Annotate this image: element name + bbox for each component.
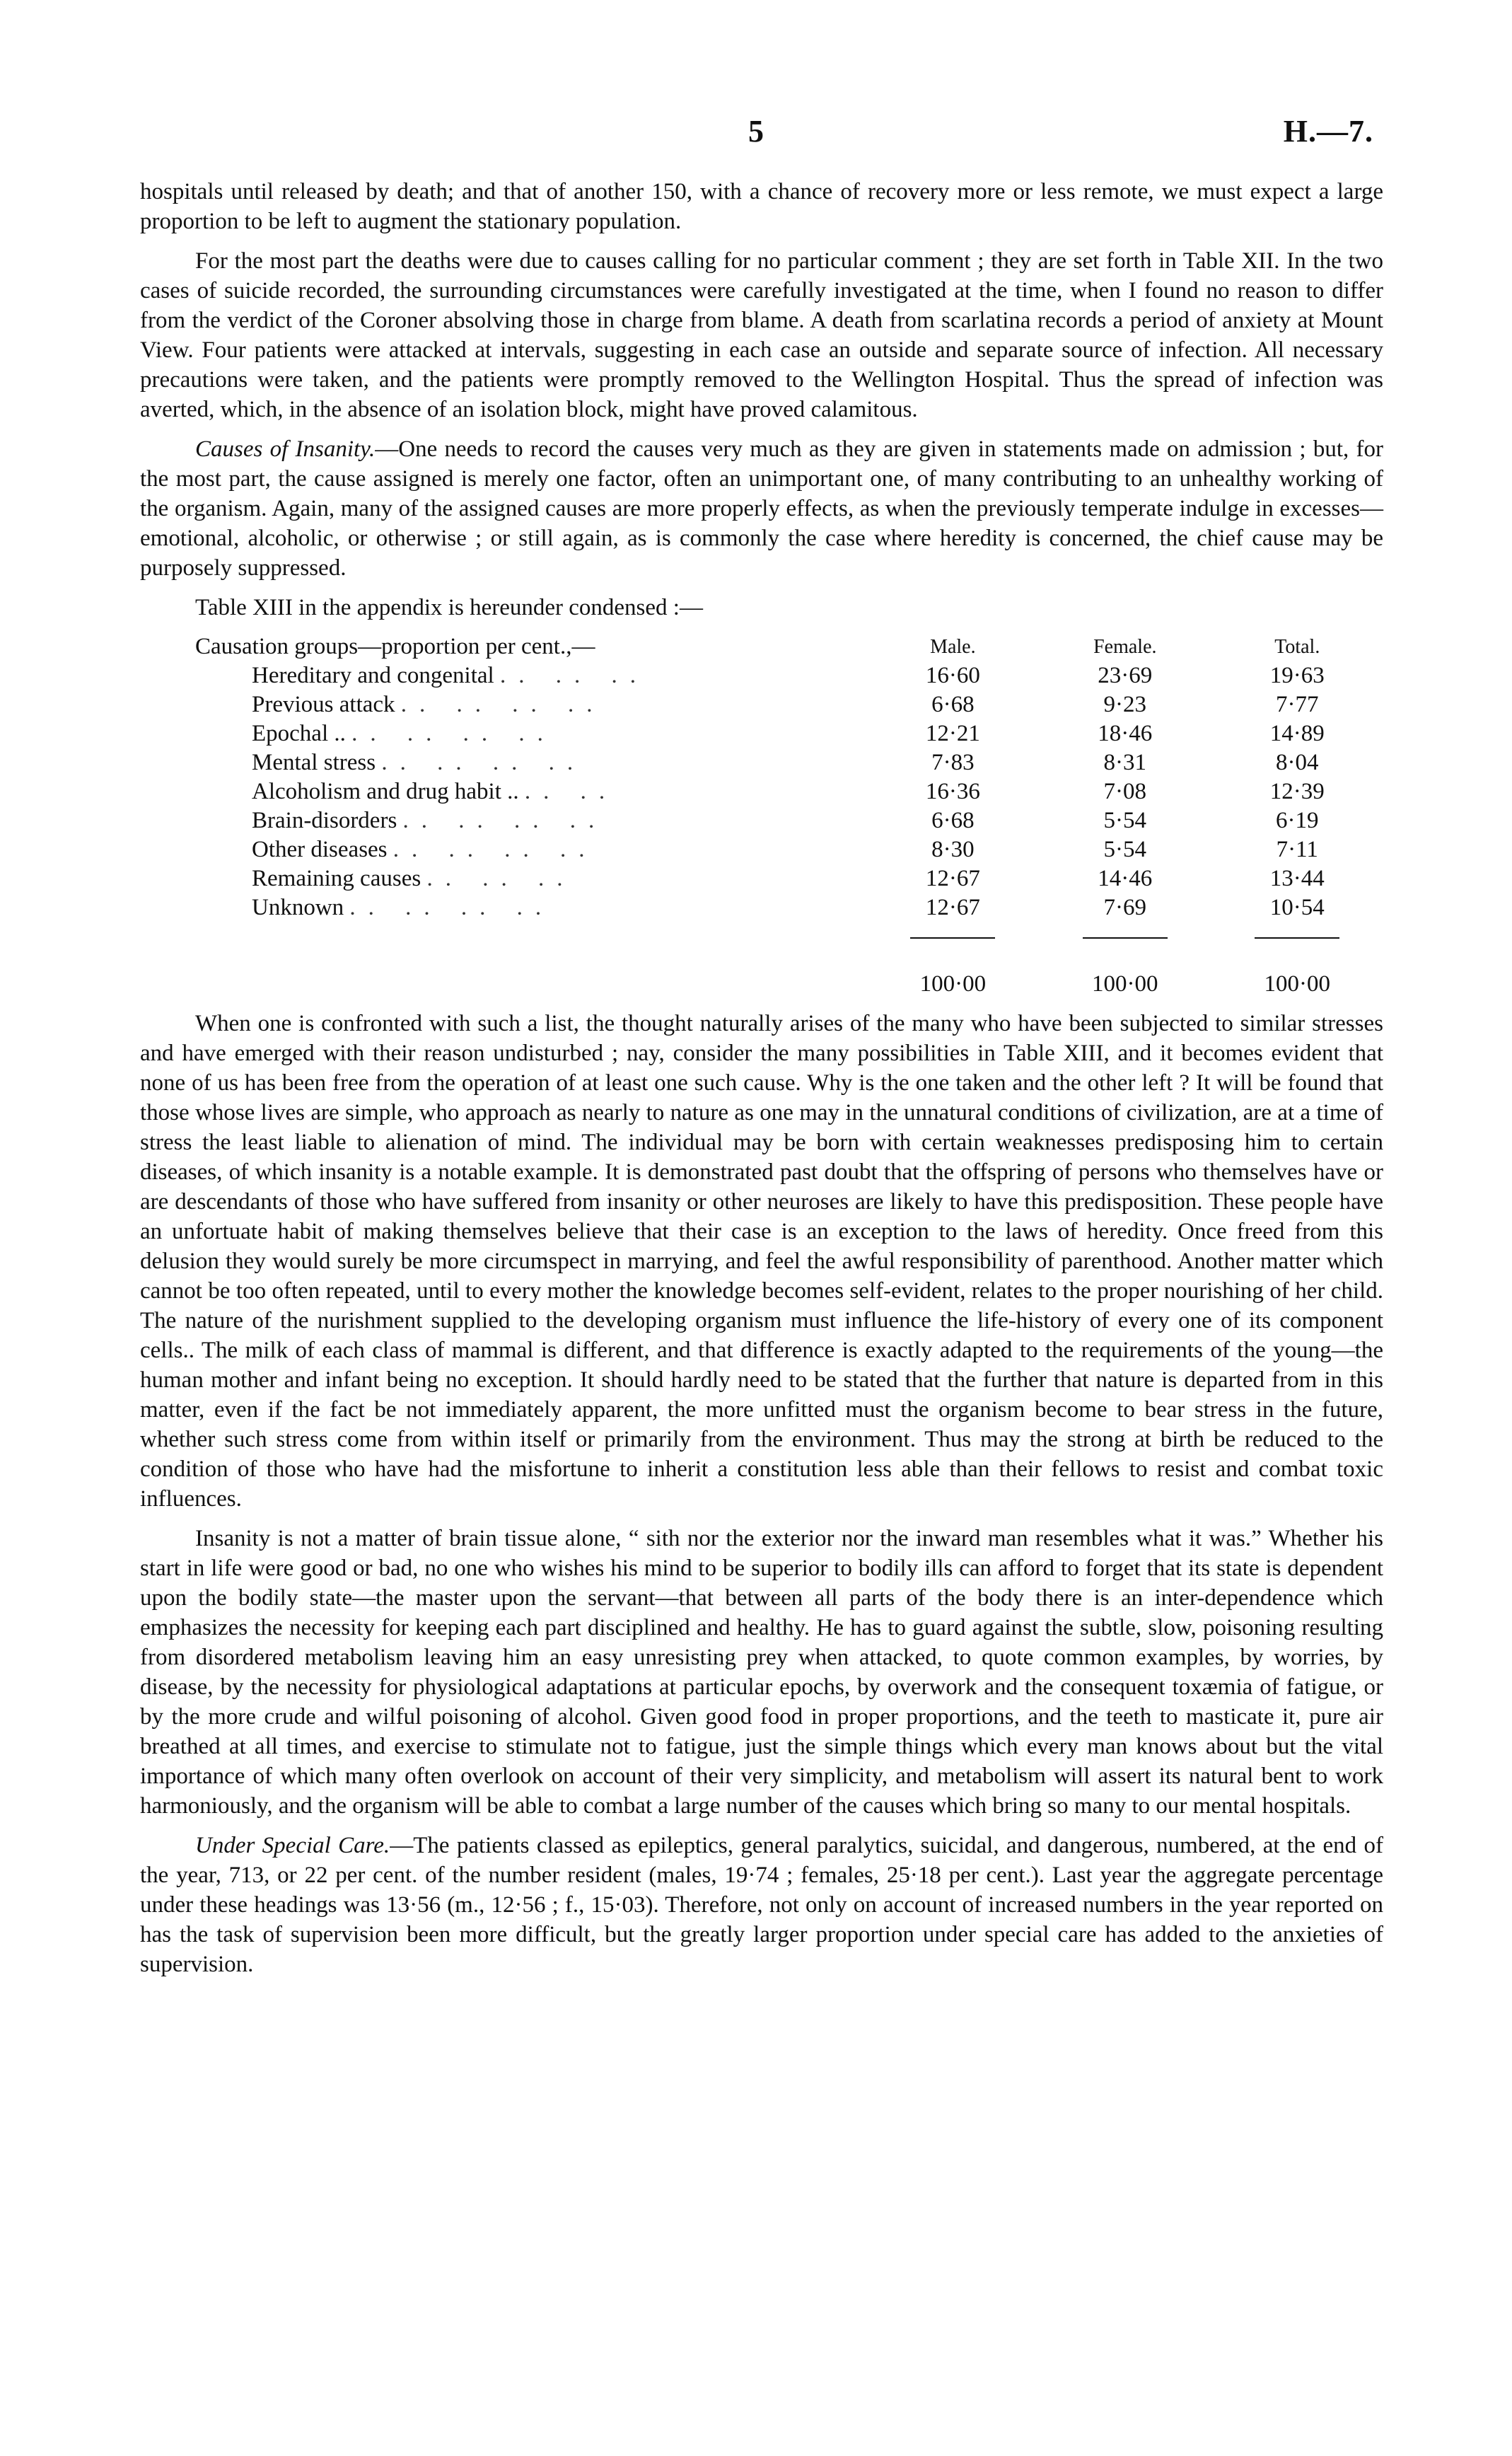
cell-male: 12·21 bbox=[925, 721, 980, 746]
cell-female: 5·54 bbox=[1103, 837, 1147, 862]
cell-female: 14·46 bbox=[1098, 866, 1153, 891]
leader-dots: .. .. .. bbox=[426, 866, 576, 891]
table-row bbox=[195, 806, 1383, 835]
cell-female: 7·69 bbox=[1103, 895, 1147, 920]
row-label: Other diseases bbox=[252, 837, 388, 862]
paragraph-heredity: When one is confronted with such a list, the thought naturally arises of the many who have been subjected to similar stresses and have emerged with their reason undisturbed ; nay, consider the many possibilities in Table XIII, and it becomes evident that none of us has been free from the operation of at least one such cause. Why is the one taken and the other left ? It will be found that those whose lives are simple, who approach as nearly to nature as one may in the unnatural conditions of civilization, are at a time of stress the least liable to alienation of mind. The individual may be born with certain weaknesses predisposing him to certain diseases, of which insanity is a notable example. It is demonstrated past doubt that the offspring of persons who themselves have or are descendants of those who have suffered from insanity or other neuroses are likely to have this predisposition. These people have an unfortuate habit of making themselves believe that their case is an exception to the laws of heredity. Once freed from this delusion they would surely be more circumspect in marrying, and feel the awful responsibility of parenthood. Another matter which cannot be too often repeated, until to every mother the knowledge becomes self-evident, relates to the proper nourishing of her child. The nature of the nurishment supplied to the developing organism must influence the life-history of every one of its component cells.. The milk of each class of mammal is different, and that difference is exactly adapted to the requirements of the young—the human mother and infant being no exception. It should hardly need to be stated that the further that nature is departed from in this matter, even if the fact be not immediately apparent, the more unfitted must the organism become to bear stress in the future, whether such stress come from within itself or primarily from the environment. Thus may the strong at birth be reduced to the condition of those who have had the misfortune to inherit a constitution less able than their fellows to resist and combat toxic influences. bbox=[140, 1011, 1383, 1512]
row-label: Unknown bbox=[252, 895, 344, 920]
leader-dots: .. .. .. .. bbox=[402, 808, 607, 833]
total-female: 100·00 bbox=[1092, 971, 1158, 997]
cell-female: 18·46 bbox=[1098, 721, 1153, 746]
cell-total: 14·89 bbox=[1269, 721, 1325, 746]
table-row bbox=[195, 748, 1383, 777]
cell-male: 16·60 bbox=[925, 663, 980, 688]
cell-female: 9·23 bbox=[1103, 692, 1147, 717]
column-header-male: Male. bbox=[930, 636, 976, 658]
cell-female: 23·69 bbox=[1098, 663, 1153, 688]
section-heading-special-care: Under Special Care. bbox=[195, 1833, 390, 1858]
cell-total: 7·11 bbox=[1276, 837, 1318, 862]
row-label: Mental stress bbox=[252, 750, 376, 775]
column-header-female: Female. bbox=[1093, 636, 1157, 658]
cell-female: 5·54 bbox=[1103, 808, 1147, 833]
paragraph-continuation: hospitals until released by death; and that of another 150, with a chance of recovery more or less remote, we must expect a large proportion to be left to augment the stationary population. bbox=[140, 179, 1383, 234]
total-total: 100·00 bbox=[1264, 971, 1331, 997]
page-body bbox=[140, 177, 1383, 1989]
table-row bbox=[195, 893, 1383, 922]
leader-dots: .. .. .. .. bbox=[400, 692, 605, 717]
paragraph-brain-tissue: Insanity is not a matter of brain tissue alone, “ sith nor the exterior nor the inward man resembles what it was.” Whether his start in life were good or bad, no one who wishes his mind to be superior to bodily ills can afford to forget that its state is dependent upon the bodily state—the master upon the servant—that between all parts of the body there is an inter-dependence which emphasizes the necessity for keeping each part disciplined and healthy. He has to guard against the subtle, slow, poisoning resulting from disordered metabolism leaving him an easy unresisting prey when attacked, to quote common examples, by worries, by disease, by the necessity for physiological adaptations at particular epochs, by overwork and the consequent toxæmia of fatigue, or by the more crude and wilful poisoning of alcohol. Given good food in proper proportions, and the teeth to masticate it, pure air breathed at all times, and exercise to stimulate not to fatigue, just the simple things which every man knows about but the vital importance of which many often overlook on account of their very simplicity, and metabolism will assert its natural bent to work harmoniously, and the organism will be able to combat a large number of the causes which bring so many to our mental hospitals. bbox=[140, 1526, 1383, 1819]
total-male: 100·00 bbox=[919, 971, 987, 997]
table-row bbox=[195, 661, 1383, 690]
table-header-row bbox=[195, 632, 1383, 661]
row-label: Alcoholism and drug habit .. bbox=[252, 779, 519, 804]
paragraph-special-care bbox=[140, 1831, 1383, 1979]
cell-male: 6·68 bbox=[931, 692, 975, 717]
total-rule bbox=[910, 937, 995, 939]
total-rule bbox=[1255, 937, 1339, 939]
cell-total: 10·54 bbox=[1269, 895, 1325, 920]
row-label: Hereditary and congenital bbox=[252, 663, 494, 688]
section-heading-causes-of-insanity: Causes of Insanity. bbox=[195, 436, 376, 462]
page-header bbox=[0, 113, 1512, 156]
cell-male: 7·83 bbox=[931, 750, 975, 775]
leader-dots: .. .. .. .. bbox=[392, 837, 598, 862]
table-total-row bbox=[195, 951, 1383, 999]
cell-male: 16·36 bbox=[925, 779, 980, 804]
table-row bbox=[195, 690, 1383, 719]
cell-female: 7·08 bbox=[1103, 779, 1147, 804]
cell-male: 12·67 bbox=[925, 866, 980, 891]
cell-total: 7·77 bbox=[1276, 692, 1319, 717]
cell-total: 19·63 bbox=[1269, 663, 1325, 688]
row-label: Brain-disorders bbox=[252, 808, 397, 833]
leader-dots: .. .. .. bbox=[499, 663, 649, 688]
leader-dots: .. .. bbox=[524, 779, 618, 804]
table-row bbox=[195, 777, 1383, 806]
table-row bbox=[195, 835, 1383, 864]
table-row bbox=[195, 719, 1383, 748]
row-label: Remaining causes bbox=[252, 866, 421, 891]
paragraph-deaths: For the most part the deaths were due to causes calling for no particular comment ; they are set forth in Table XII. In the two cases of suicide recorded, the surrounding circumstances were carefully investigated at the time, when I found no reason to differ from the verdict of the Coroner absolving those in charge from blame. A death from scarlatina records a period of anxiety at Mount View. Four patients were attacked at intervals, suggesting in each case an outside and separate source of infection. All necessary precautions were taken, and the patients were promptly removed to the Wellington Hospital. Thus the spread of infection was averted, which, in the absence of an isolation block, might have proved calamitous. bbox=[140, 248, 1383, 422]
cell-total: 8·04 bbox=[1276, 750, 1319, 775]
cell-male: 6·68 bbox=[931, 808, 975, 833]
row-label: Previous attack bbox=[252, 692, 395, 717]
paragraph-special-care-text: —The patients classed as epileptics, general paralytics, suicidal, and dangerous, numbered, at the end of the year, 713, or 22 per cent. of the number resident (males, 19·74 ; females, 25·18 per cent.). Last year the aggregate percentage under these headings was 13·56 (m., 12·56 ; f., 15·03). Therefore, not only on account of increased numbers in the year reported on has the task of supervision been more difficult, but the greatly larger proportion under special care has added to the anxieties of supervision. bbox=[140, 1833, 1384, 1977]
total-rule bbox=[1083, 937, 1168, 939]
cell-female: 8·31 bbox=[1103, 750, 1147, 775]
table-heading: Causation groups—proportion per cent.,— bbox=[195, 634, 595, 659]
table-rule-row bbox=[195, 922, 1383, 951]
cell-male: 8·30 bbox=[931, 837, 975, 862]
leader-dots: .. .. .. .. bbox=[381, 750, 586, 775]
column-header-total: Total. bbox=[1274, 636, 1320, 658]
leader-dots: .. .. .. .. bbox=[349, 895, 554, 920]
cell-total: 6·19 bbox=[1276, 808, 1319, 833]
causation-table bbox=[195, 632, 1383, 999]
page-number: 5 bbox=[748, 114, 764, 149]
leader-dots: .. .. .. .. bbox=[351, 721, 556, 746]
document-reference: H.—7. bbox=[1283, 114, 1373, 149]
cell-male: 12·67 bbox=[925, 895, 980, 920]
table-row bbox=[195, 864, 1383, 893]
paragraph-causes-text: —One needs to record the causes very much as they are given in statements made on admission ; but, for the most part, the cause assigned is merely one factor, often an unimportant one, of many contributing to an unhealthy working of the organism. Again, many of the assigned causes are more properly effects, as when the previously temperate indulge in excesses—emotional, alcoholic, or otherwise ; or still again, as is commonly the case where heredity is concerned, the chief cause may be purposely suppressed. bbox=[140, 436, 1383, 581]
cell-total: 12·39 bbox=[1269, 779, 1325, 804]
cell-total: 13·44 bbox=[1269, 866, 1325, 891]
table-intro: Table XIII in the appendix is hereunder condensed :— bbox=[195, 595, 703, 620]
row-label: Epochal .. bbox=[252, 721, 346, 746]
paragraph-causes-of-insanity bbox=[140, 434, 1383, 583]
